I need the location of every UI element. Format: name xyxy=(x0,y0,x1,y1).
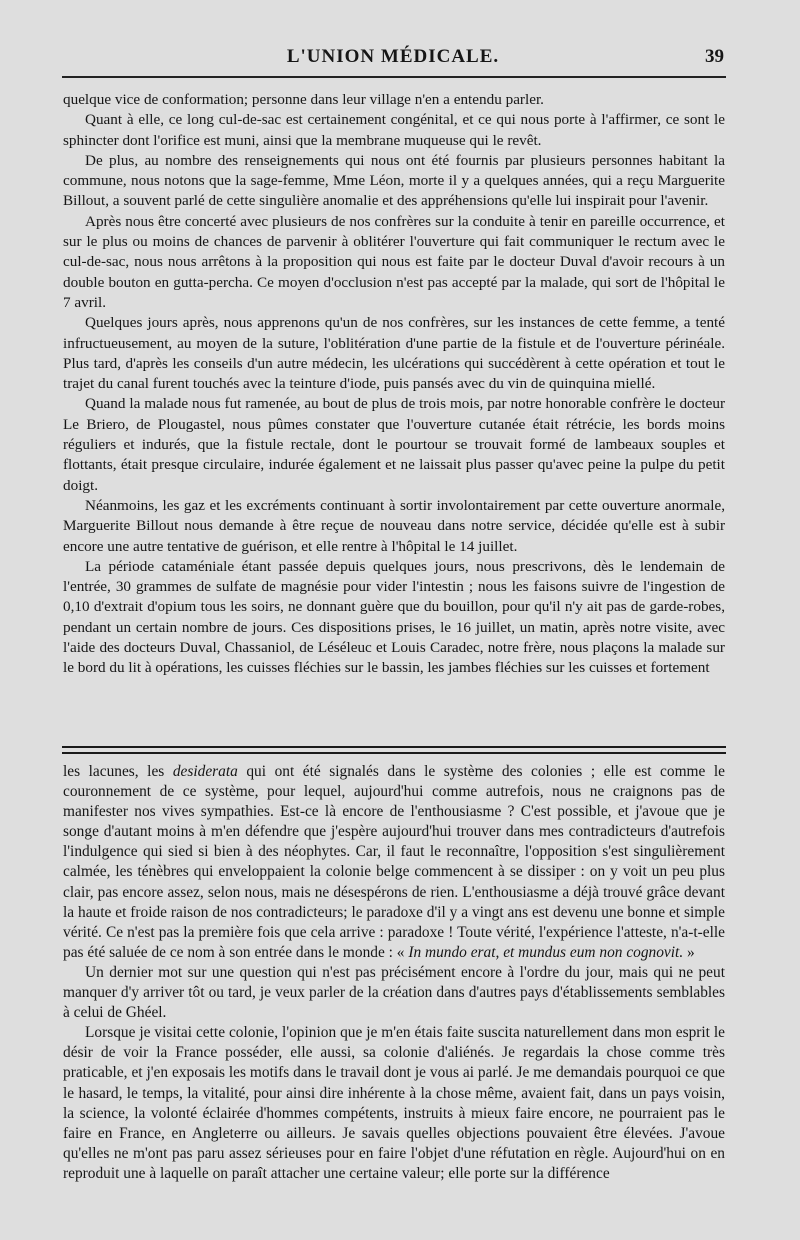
text-run: » xyxy=(683,943,695,961)
paragraph: Quant à elle, ce long cul-de-sac est certainement congénital, et ce qui nous porte à l'affirmer, ce sont le sphincter dont l'orifice est muni, ainsi que la membrane muqueuse qui le revêt. xyxy=(63,111,725,149)
paragraph xyxy=(63,762,725,963)
paragraph: Lorsque je visitai cette colonie, l'opinion que je m'en étais faite suscita naturellement dans mon esprit le désir de voir la France posséder, elle aussi, sa colonie d'aliénés. Je regardais la chose comme très praticable, et j'en exposais les motifs dans le travail dont je vous ai parlé. Je me demandais pourquoi ce que le hasard, le temps, la vitalité, pour ainsi dire inhérente à la chose même, avaient fait, dans un pays voisin, la science, la volonté éclairée d'hommes compétents, instruits à mieux faire encore, ne pourraient pas le faire en France, en Angleterre ou ailleurs. Je savais quelles objections pouvaient être élevées. J'avoue qu'elles ne m'ont pas paru assez sérieuses pour en faire l'objet d'une réfutation en règle. Aujourd'hui on en reproduit une à laquelle on paraît attacher une certaine valeur; elle porte sur la différence xyxy=(63,1024,725,1182)
text-run: qui ont été signalés dans le système des colonies ; elle est comme le couronnement de ce système, pour lequel, aujourd'hui comme autrefois, nous ne craignons pas de manifester nos vives sympathies. Est-ce là encore de l'enthousiasme ? C'est possible, et j'avoue que je songe d'autant moins à m'en défendre que j'espère aujourd'hui trouver dans mes contradicteurs d'autrefois l'indulgence qui sied si bien à des néophytes. Car, il faut le reconnaître, l'opposition s'est singulièrement calmée, les ténèbres qui enveloppaient la colonie belge commencent à se dissiper : on y voit un peu plus clair, pas encore assez, selon nous, mais ne désespérons de rien. L'enthousiasme a déjà trouvé grâce devant la haute et froide raison de nos contradicteurs; le paradoxe d'il y a vingt ans est devenu une bonne et simple vérité. Ce n'est pas la première fois que cela arrive : paradoxe ! Toute vérité, l'expérience l'atteste, n'a-t-elle pas été saluée de ce nom à son entrée dans le monde : « xyxy=(63,763,725,961)
paragraph: Un dernier mot sur une question qui n'est pas précisément encore à l'ordre du jour, mais qui ne peut manquer d'y arriver tôt ou tard, je veux parler de la création dans d'autres pays d'établissements semblables à celui de Ghéel. xyxy=(63,963,725,1022)
paragraph: Après nous être concerté avec plusieurs de nos confrères sur la conduite à tenir en pareille occurrence, et sur le plus ou moins de chances de parvenir à oblitérer l'ouverture qui fait communiquer le rectum avec le cul-de-sac, nous nous arrêtons à la proposition qui nous est faite par le docteur Duval d'avoir recours à un double bouton en gutta-percha. Ce moyen d'occlusion n'est pas accepté par la malade, qui sort de l'hôpital le 7 avril. xyxy=(63,212,725,311)
bottom-article xyxy=(63,762,725,1184)
italic-term: desiderata xyxy=(172,763,238,780)
header-rule xyxy=(62,76,726,78)
text-run: les lacunes, les xyxy=(63,763,173,780)
page-number: 39 xyxy=(705,46,724,67)
page-header xyxy=(62,42,724,72)
paragraph: quelque vice de conformation; personne dans leur village n'en a entendu parler. xyxy=(63,91,544,108)
paragraph: Quelques jours après, nous apprenons qu'un de nos confrères, sur les instances de cette femme, a tenté infructueusement, au moyen de la suture, l'oblitération d'une partie de la fistule et de l'ouverture périnéale. Plus tard, d'après les conseils d'un autre médecin, les ulcérations qui succédèrent à cette opération et tout le trajet du canal furent touchés avec la teinture d'iode, puis pansés avec du vin de quinquina miellé. xyxy=(63,314,725,393)
running-title: L'UNION MÉDICALE. xyxy=(286,46,500,67)
latin-quote: In mundo erat, et mundus eum non cognovit. xyxy=(408,943,684,961)
paragraph: La période cataméniale étant passée depuis quelques jours, nous prescrivons, dès le lendemain de l'entrée, 30 grammes de sulfate de magnésie pour vider l'intestin ; nous les faisons suivre de l'ingestion de 0,10 d'extrait d'opium tous les soirs, ne donnant guère que du bouillon, pour qu'il n'y ait pas de garde-robes, pendant un certain nombre de jours. Ces dispositions prises, le 16 juillet, un matin, après notre visite, avec l'aide des docteurs Duval, Chassaniol, de Léséleuc et Louis Caradec, notre frère, nous plaçons la malade sur le bord du lit à opérations, les cuisses fléchies sur le bassin, les jambes fléchies sur les cuisses et fortement xyxy=(63,557,725,677)
section-separator xyxy=(62,746,726,754)
top-article xyxy=(63,90,725,679)
paragraph: De plus, au nombre des renseignements qui nous ont été fournis par plusieurs personnes habitant la commune, nous notons que la sage-femme, Mme Léon, morte il y a quelques années, qui a reçu Marguerite Billout, a souvent parlé de cette singulière anomalie et des appréhensions qu'elle lui inspirait pour l'avenir. xyxy=(63,151,725,210)
paragraph: Quand la malade nous fut ramenée, au bout de plus de trois mois, par notre honorable confrère le docteur Le Briero, de Plougastel, nous pûmes constater que l'ouverture cutanée était rétrécie, les bords moins réguliers et indurés, que la fistule rectale, dont le pourtour se trouvait formé de lambeaux souples et flottants, était presque circulaire, indurée également et ne laissait plus passer qu'avec peine la pulpe du petit doigt. xyxy=(63,395,725,494)
paragraph: Néanmoins, les gaz et les excréments continuant à sortir involontairement par cette ouverture anormale, Marguerite Billout nous demande à être reçue de nouveau dans notre service, décidée qu'elle est à subir encore une autre tentative de guérison, et elle rentre à l'hôpital le 14 juillet. xyxy=(63,496,725,555)
